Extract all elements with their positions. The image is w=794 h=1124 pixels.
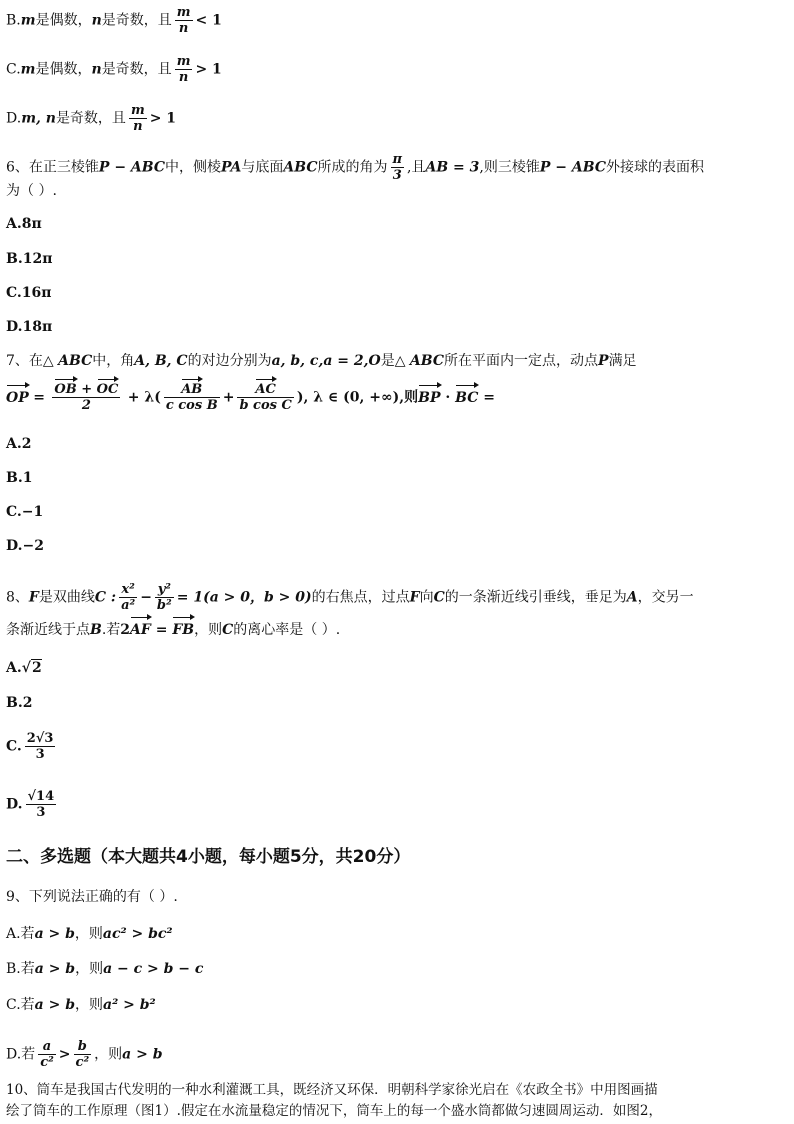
q8-option-c: C. $\frac{2√3}{3}$ [6,731,54,762]
q9-option-b: B.若a > b，则a − c > b − c [6,961,204,977]
q6-stem-line2: 为（ ）. [6,183,57,199]
q8-stem-line2: 条渐近线于点B.若2AF = FB，则C的离心率是（ ）. [6,622,341,638]
fraction: $\frac{\text{x²}}{\text{a²}}$ [121,582,136,613]
q6-option-a: A.8π [6,216,42,232]
q7-option-a: A.2 [6,436,32,452]
q6-option-d: D.18π [6,319,53,335]
q8-option-d: D. $\frac{√14}{3}$ [6,789,55,820]
q8-option-a: A.√2 [6,660,42,676]
q8-stem: 8、F是双曲线C : $\frac{\text{x²}}{\text{a²}}$ − $\frac{\text{y²}}{\text{b²}}$ = 1(a > 0，b > 0)的右焦点，过点F向C的一条渐近线引垂线，垂足为A，交另一 [6,582,694,613]
q5-option-d: D.m, n是奇数，且 $\frac{m}{n}$ > 1 [6,103,177,134]
q10-line1: 10、筒车是我国古代发明的一种水利灌溉工具，既经济又环保．明朝科学家徐光启在《农政全书》中用图画描 [6,1082,658,1098]
q7-option-b: B.1 [6,470,33,486]
q6-option-b: B.12π [6,251,53,267]
q10-line2: 绘了筒车的工作原理（图1）.假定在水流量稳定的情况下，筒车上的每一个盛水筒都做匀速圆周运动．如图2， [6,1103,662,1119]
q6-stem: 6、在正三棱锥P − ABC中，侧棱PA与底面ABC所成的角为 $\frac{\pi}{3}$ ,且AB = 3,则三棱锥P − ABC外接球的表面积 [6,152,704,183]
q5-option-c: C.m是偶数，n是奇数，且 $\frac{m}{n}$ > 1 [6,54,222,85]
q7-option-d: D.−2 [6,538,44,554]
q9-option-c: C.若a > b，则a² > b² [6,997,156,1013]
fraction: $\frac{\text{y²}}{\text{b²}}$ [156,582,172,613]
q9-stem: 9、下列说法正确的有（ ）. [6,889,178,905]
q9-option-a: A.若a > b，则ac² > bc² [6,926,173,942]
section-heading: 二、多选题（本大题共4小题，每小题5分，共20分） [6,847,411,867]
fraction: $\frac{AC}{\text{b cos C}}$ [239,382,292,413]
q7-stem: 7、在△ ABC中，角A, B, C的对边分别为a, b, c,a = 2,O是△ ABC所在平面内一定点，动点P满足 [6,353,637,369]
fraction: $\frac{2√3}{3}$ [26,731,54,762]
q7-option-c: C.−1 [6,504,44,520]
fraction: $\frac{m}{n}$ [130,103,145,134]
fraction: $\frac{a}{\text{c²}}$ [40,1039,54,1070]
q7-formula: OP = $\frac{OB + OC}{2}$ + λ( $\frac{AB}{\text{c cos B}}$ + $\frac{AC}{\text{b cos C}}$ ), λ ∈ (0, +∞),则BP · BC = [6,382,496,413]
q8-option-b: B.2 [6,695,33,711]
fraction: $\frac{\pi}{3}$ [392,152,403,183]
fraction: $\frac{b}{\text{c²}}$ [75,1039,90,1070]
fraction: $\frac{√14}{3}$ [27,789,55,820]
fraction: $\frac{AB}{\text{c cos B}}$ [165,382,218,413]
q9-option-d: D.若 $\frac{a}{\text{c²}}$ > $\frac{b}{\text{c²}}$ ，则a > b [6,1039,163,1070]
fraction: $\frac{m}{n}$ [176,5,191,36]
q5-option-b: B.m是偶数，n是奇数，且 $\frac{m}{n}$ < 1 [6,5,222,36]
fraction: $\frac{OB + OC}{2}$ [54,382,119,413]
fraction: $\frac{m}{n}$ [176,54,191,85]
q6-option-c: C.16π [6,285,52,301]
